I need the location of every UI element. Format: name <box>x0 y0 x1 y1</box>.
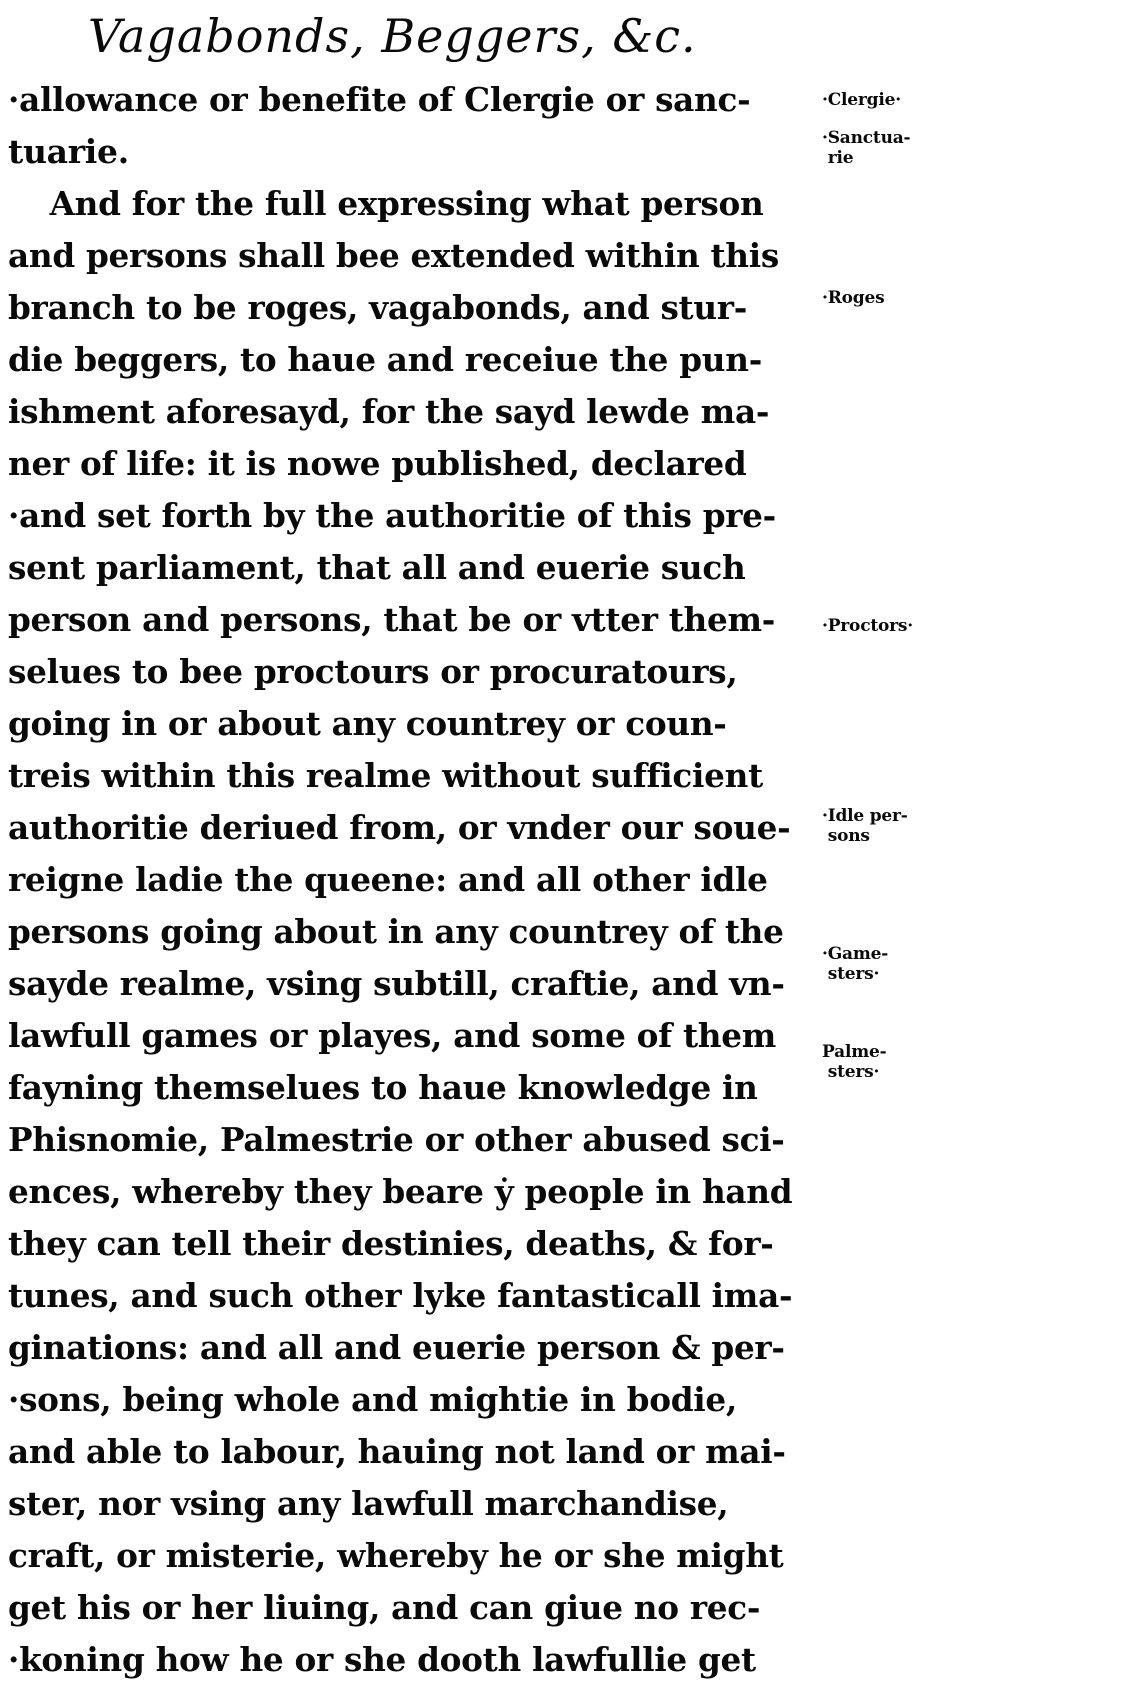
text-line: ner of life: it is nowe published, declared <box>8 444 747 483</box>
text-line: die beggers, to haue and receiue the pun- <box>8 340 763 379</box>
margin-note-idle-persons: ·Idle per- sons <box>822 806 908 846</box>
text-line: and persons shall bee extended within this <box>8 236 779 275</box>
text-line: tuarie. <box>8 132 129 171</box>
margin-note-sanctuarie: ·Sanctua- rie <box>822 128 911 168</box>
text-line: Phisnomie, Palmestrie or other abused sci- <box>8 1120 785 1159</box>
text-line: craft, or misterie, whereby he or she might <box>8 1536 784 1575</box>
text-line: ·koning how he or she dooth lawfullie get <box>8 1640 756 1679</box>
text-line: selues to bee proctours or procuratours, <box>8 652 738 691</box>
text-line: get his or her liuing, and can giue no rec- <box>8 1588 761 1627</box>
text-line: branch to be roges, vagabonds, and stur- <box>8 288 747 327</box>
margin-note-palmesters: Palme- sters· <box>822 1042 887 1082</box>
text-line: persons going about in any countrey of the <box>8 912 784 951</box>
margin-note-clergie: ·Clergie· <box>822 90 901 110</box>
text-line: treis within this realme without sufficient <box>8 756 763 795</box>
text-line: and able to labour, hauing not land or mai- <box>8 1432 786 1471</box>
text-line: ences, whereby they beare ẏ people in hand <box>8 1172 793 1211</box>
text-line: ·allowance or benefite of Clergie or sanc- <box>8 80 751 119</box>
text-line: ·and set forth by the authoritie of this pre- <box>8 496 776 535</box>
text-line: fayning themselues to haue knowledge in <box>8 1068 758 1107</box>
text-line: tunes, and such other lyke fantasticall ima- <box>8 1276 793 1315</box>
text-line: And for the full expressing what person <box>49 184 764 223</box>
text-line: authoritie deriued from, or vnder our soue- <box>8 808 791 847</box>
text-line: ·sons, being whole and mightie in bodie, <box>8 1380 737 1419</box>
body-text <box>8 74 826 1686</box>
text-line: sayde realme, vsing subtill, craftie, and vn- <box>8 964 785 1003</box>
text-line: ster, nor vsing any lawfull marchandise, <box>8 1484 729 1523</box>
text-line: ishment aforesayd, for the sayd lewde ma- <box>8 392 770 431</box>
text-line: lawfull games or playes, and some of them <box>8 1016 777 1055</box>
text-line: going in or about any countrey or coun- <box>8 704 727 743</box>
text-line: sent parliament, that all and euerie such <box>8 548 746 587</box>
margin-note-gamesters: ·Game- sters· <box>822 944 889 984</box>
margin-note-roges: ·Roges <box>822 288 885 308</box>
text-line: ginations: and all and euerie person & per- <box>8 1328 785 1367</box>
text-line: reigne ladie the queene: and all other idle <box>8 860 768 899</box>
running-head: Vagabonds, Beggers, &c. <box>88 9 697 63</box>
text-line: they can tell their destinies, deaths, & for- <box>8 1224 774 1263</box>
text-line: person and persons, that be or vtter them- <box>8 600 776 639</box>
margin-note-proctors: ·Proctors· <box>822 616 913 636</box>
